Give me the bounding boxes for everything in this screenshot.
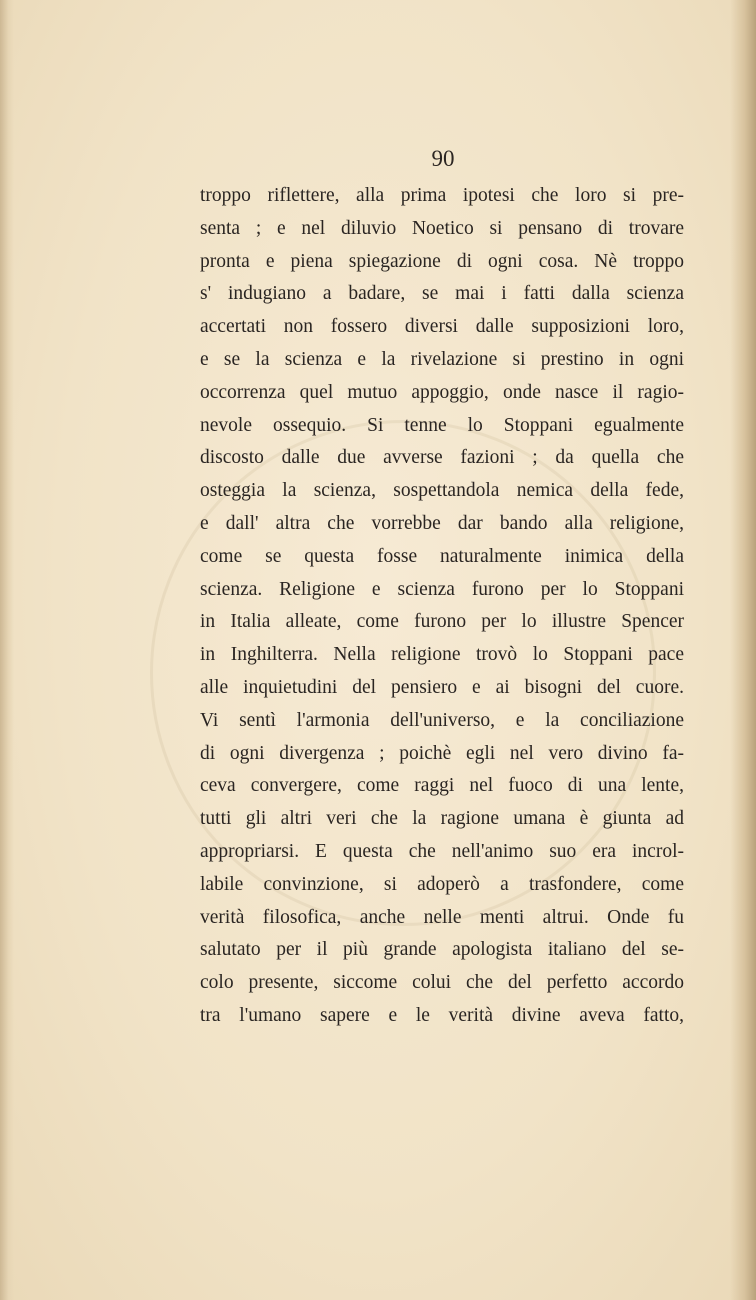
text-line: verità filosofica, anche nelle menti altrui. Onde fu <box>200 906 684 928</box>
text-line: troppo riflettere, alla prima ipotesi che loro si pre- <box>200 185 684 206</box>
text-line: nevole ossequio. Si tenne lo Stoppani egualmente <box>200 414 684 436</box>
text-line: occorrenza quel mutuo appoggio, onde nasce il ragio- <box>200 381 684 403</box>
text-line: e se la scienza e la rivelazione si prestino in ogni <box>200 348 684 370</box>
page-number: 90 <box>431 146 455 171</box>
text-line: labile convinzione, si adoperò a trasfondere, come <box>200 873 684 895</box>
text-line: pronta e piena spiegazione di ogni cosa. Nè troppo <box>200 250 684 272</box>
text-line: tutti gli altri veri che la ragione umana è giunta ad <box>200 808 684 830</box>
text-line: alle inquietudini del pensiero e ai bisogni del cuore. <box>200 676 684 698</box>
text-line: come se questa fosse naturalmente inimica della <box>200 545 684 567</box>
text-line: salutato per il più grande apologista italiano del se- <box>200 939 684 961</box>
body-text <box>200 180 684 1033</box>
text-line: senta ; e nel diluvio Noetico si pensano di trovare <box>200 217 684 239</box>
text-line: Vi sentì l'armonia dell'universo, e la conciliazione <box>200 709 684 731</box>
page-gutter-shadow <box>0 0 14 1300</box>
text-line: s' indugiano a badare, se mai i fatti dalla scienza <box>200 283 684 305</box>
page-edge-shadow <box>730 0 756 1300</box>
text-line: ceva convergere, come raggi nel fuoco di una lente, <box>200 775 684 797</box>
text-line: di ogni divergenza ; poichè egli nel vero divino fa- <box>200 742 684 764</box>
text-line: osteggia la scienza, sospettandola nemica della fede, <box>200 480 684 502</box>
text-line: appropriarsi. E questa che nell'animo suo era incrol- <box>200 840 684 862</box>
text-line: tra l'umano sapere e le verità divine aveva fatto, <box>200 1004 684 1026</box>
text-line: colo presente, siccome colui che del perfetto accordo <box>200 972 684 994</box>
text-line: discosto dalle due avverse fazioni ; da quella che <box>200 447 684 469</box>
text-line: scienza. Religione e scienza furono per lo Stoppani <box>200 578 684 600</box>
text-line: accertati non fossero diversi dalle supposizioni loro, <box>200 316 684 338</box>
text-line: in Italia alleate, come furono per lo illustre Spencer <box>200 611 684 633</box>
text-line: in Inghilterra. Nella religione trovò lo Stoppani pace <box>200 644 684 666</box>
text-line: e dall' altra che vorrebbe dar bando alla religione, <box>200 512 684 534</box>
